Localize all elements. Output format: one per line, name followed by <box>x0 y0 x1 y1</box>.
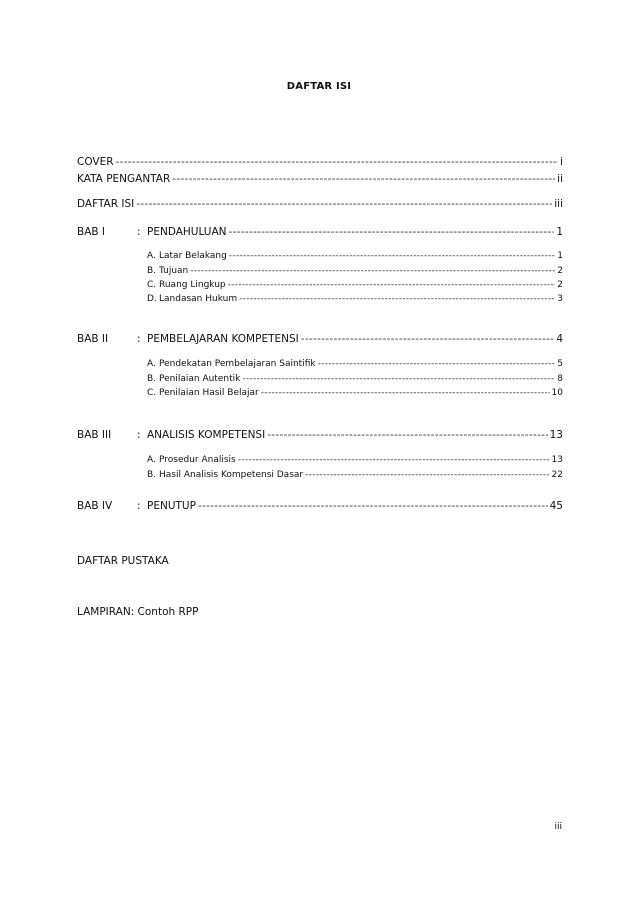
subentry-title: Landasan Hukum <box>159 294 238 304</box>
subentry-letter: C. <box>147 388 157 398</box>
toc-page-number: ii <box>557 173 563 185</box>
toc-chapter-bab-4[interactable] <box>77 500 563 512</box>
toc-page-number: 1 <box>556 226 563 238</box>
chapter-code: BAB IV <box>77 500 113 512</box>
toc-page-number: 13 <box>551 455 563 465</box>
toc-page-number: 10 <box>551 388 563 398</box>
toc-subentry[interactable] <box>147 359 563 369</box>
toc-entry-kata-pengantar[interactable] <box>77 173 563 185</box>
subentry-title: Tujuan <box>159 266 189 276</box>
chapter-colon: : <box>137 500 141 512</box>
chapter-title: PENDAHULUAN <box>147 226 227 238</box>
subentry-letter: A. <box>147 455 156 465</box>
toc-entry-daftar-pustaka[interactable]: DAFTAR PUSTAKA <box>77 555 169 567</box>
toc-subentry[interactable] <box>147 470 563 480</box>
chapter-title: PEMBELAJARAN KOMPETENSI <box>147 333 299 345</box>
dot-leader <box>198 500 548 512</box>
toc-page-number: 45 <box>549 500 563 512</box>
dot-leader <box>229 251 555 261</box>
subentry-letter: C. <box>147 280 157 290</box>
chapter-colon: : <box>137 333 141 345</box>
toc-page-number: iii <box>554 198 563 210</box>
subentry-letter: A. <box>147 359 156 369</box>
toc-page-number: 1 <box>557 251 563 261</box>
page-title: DAFTAR ISI <box>286 81 352 92</box>
toc-page-number: i <box>560 156 563 168</box>
dot-leader <box>239 294 555 304</box>
toc-entry-cover[interactable] <box>77 156 563 168</box>
toc-page-number: 22 <box>551 470 563 480</box>
subentry-title: Hasil Analisis Kompetensi Dasar <box>159 470 304 480</box>
dot-leader <box>172 173 555 185</box>
dot-leader <box>305 470 549 480</box>
subentry-letter: B. <box>147 266 157 276</box>
dot-leader <box>301 333 555 345</box>
toc-subentry[interactable] <box>147 374 563 384</box>
dot-leader <box>267 429 547 441</box>
subentry-letter: A. <box>147 251 156 261</box>
toc-chapter-bab-1[interactable] <box>77 226 563 238</box>
table-of-contents <box>77 0 563 903</box>
chapter-colon: : <box>137 429 141 441</box>
toc-chapter-bab-3[interactable] <box>77 429 563 441</box>
toc-page-number: 4 <box>556 333 563 345</box>
subentry-letter: B. <box>147 374 157 384</box>
subentry-title: Penilaian Autentik <box>159 374 241 384</box>
toc-subentry[interactable] <box>147 455 563 465</box>
dot-leader <box>318 359 556 369</box>
toc-page-number: 3 <box>557 294 563 304</box>
toc-page-number: 5 <box>557 359 563 369</box>
subentry-title: Latar Belakang <box>159 251 227 261</box>
subentry-title: Prosedur Analisis <box>159 455 236 465</box>
toc-subentry[interactable] <box>147 266 563 276</box>
chapter-colon: : <box>137 226 141 238</box>
dot-leader <box>228 280 556 290</box>
dot-leader <box>238 455 550 465</box>
toc-entry-daftar-isi[interactable] <box>77 198 563 210</box>
dot-leader <box>229 226 555 238</box>
toc-subentry[interactable] <box>147 251 563 261</box>
chapter-code: BAB II <box>77 333 109 345</box>
chapter-code: BAB III <box>77 429 112 441</box>
dot-leader <box>136 198 552 210</box>
subentry-title: Ruang Lingkup <box>159 280 226 290</box>
chapter-code: BAB I <box>77 226 106 238</box>
subentry-letter: B. <box>147 470 157 480</box>
toc-entry-label: DAFTAR ISI <box>77 198 135 210</box>
toc-page-number: 8 <box>557 374 563 384</box>
toc-page-number: 13 <box>549 429 563 441</box>
toc-entry-label: KATA PENGANTAR <box>77 173 171 185</box>
dot-leader <box>190 266 555 276</box>
dot-leader <box>116 156 559 168</box>
chapter-title: ANALISIS KOMPETENSI <box>147 429 266 441</box>
toc-entry-label: COVER <box>77 156 114 168</box>
toc-page-number: 2 <box>557 266 563 276</box>
subentry-title: Pendekatan Pembelajaran Saintifik <box>159 359 316 369</box>
subentry-letter: D. <box>147 294 157 304</box>
toc-chapter-bab-2[interactable] <box>77 333 563 345</box>
toc-subentry[interactable] <box>147 280 563 290</box>
chapter-title: PENUTUP <box>147 500 196 512</box>
subentry-title: Penilaian Hasil Belajar <box>159 388 259 398</box>
dot-leader <box>242 374 555 384</box>
toc-page-number: 2 <box>557 280 563 290</box>
dot-leader <box>261 388 550 398</box>
toc-entry-lampiran[interactable]: LAMPIRAN: Contoh RPP <box>77 606 199 618</box>
footer-page-number: iii <box>554 822 562 832</box>
toc-subentry[interactable] <box>147 294 563 304</box>
toc-subentry[interactable] <box>147 388 563 398</box>
